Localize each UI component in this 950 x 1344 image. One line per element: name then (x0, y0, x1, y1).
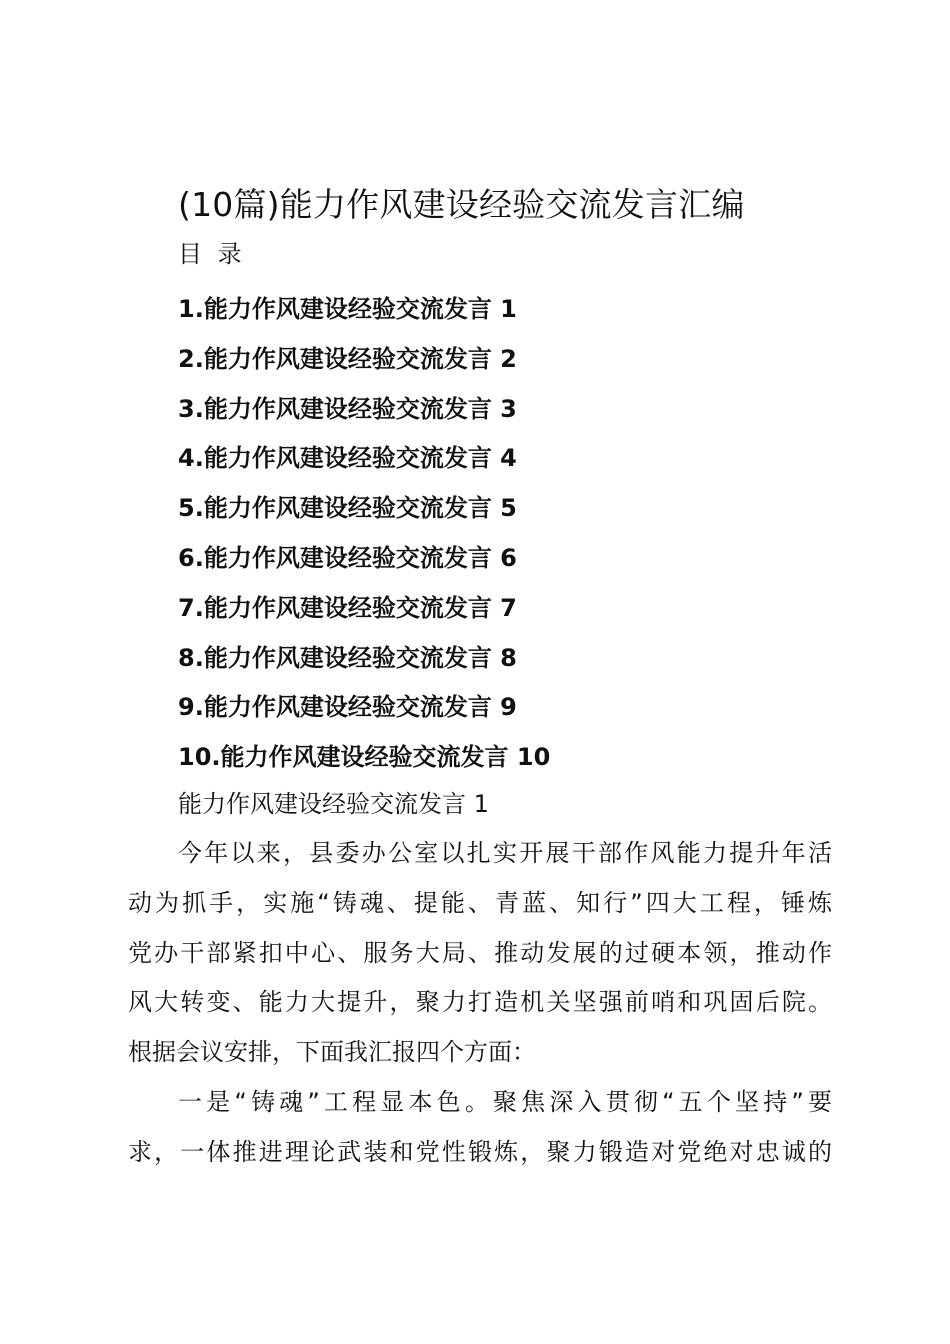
toc-item: 1.能力作风建设经验交流发言 1 (178, 295, 517, 323)
toc-item: 3.能力作风建设经验交流发言 3 (178, 394, 517, 423)
toc-item: 10.能力作风建设经验交流发言 10 (178, 743, 551, 772)
paragraph-line: 党办干部紧扣中心、服务大局、推动发展的过硬本领，推动作 (128, 938, 832, 967)
toc-item: 7.能力作风建设经验交流发言 7 (178, 593, 517, 622)
toc-heading: 目 录 (178, 240, 246, 268)
section-title: 能力作风建设经验交流发言 1 (178, 790, 489, 818)
paragraph-line: 求，一体推进理论武装和党性锻炼，聚力锻造对党绝对忠诚的 (128, 1137, 832, 1166)
paragraph-line: 今年以来，县委办公室以扎实开展干部作风能力提升年活 (178, 839, 832, 867)
toc-item: 6.能力作风建设经验交流发言 6 (178, 543, 517, 572)
paragraph-line: 风大转变、能力大提升，聚力打造机关坚强前哨和巩固后院。 (128, 988, 832, 1017)
paragraph-line: 根据会议安排，下面我汇报四个方面： (128, 1038, 536, 1067)
document-title: (10篇)能力作风建设经验交流发言汇编 (178, 185, 745, 224)
toc-item: 5.能力作风建设经验交流发言 5 (178, 494, 517, 523)
body-paragraph (128, 829, 832, 1078)
toc-item: 9.能力作风建设经验交流发言 9 (178, 693, 517, 722)
body-paragraph (128, 1078, 832, 1178)
toc-item: 2.能力作风建设经验交流发言 2 (178, 344, 517, 373)
paragraph-line: 一是“铸魂”工程显本色。聚焦深入贯彻“五个坚持”要 (178, 1088, 832, 1116)
toc-item: 4.能力作风建设经验交流发言 4 (178, 444, 517, 473)
table-of-contents (178, 285, 550, 783)
toc-item: 8.能力作风建设经验交流发言 8 (178, 643, 517, 672)
paragraph-line: 动为抓手，实施“铸魂、提能、青蓝、知行”四大工程，锤炼 (128, 888, 832, 917)
